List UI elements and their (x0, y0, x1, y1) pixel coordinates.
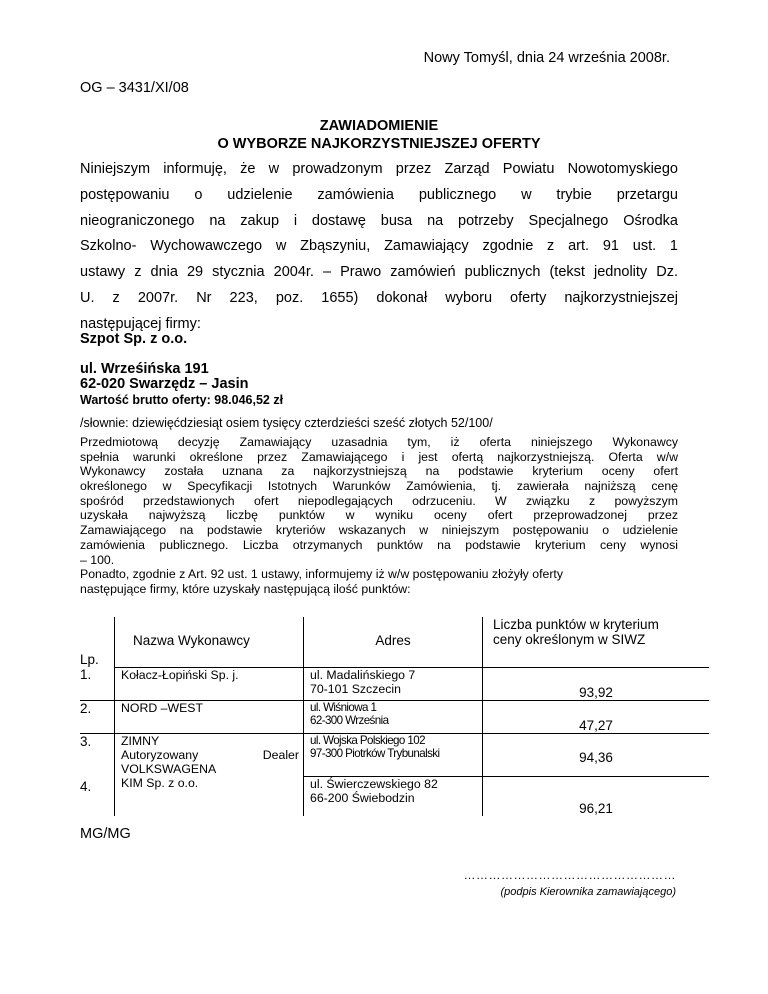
row-points: 47,27 (483, 700, 710, 733)
row-name-line: NORD –WEST (121, 700, 203, 715)
intro-line: Szkolno- Wychowawczego w Zbąszyniu, Zamawiający zgodnie z art. 91 ust. 1 (80, 238, 678, 255)
header-address: Adres (304, 617, 483, 667)
signature-line: …………………………………………… (463, 868, 676, 882)
reference-number: OG – 3431/XI/08 (80, 80, 189, 96)
row-lp: 4. (80, 779, 92, 794)
header-points-line2: ceny określonym w SIWZ (493, 632, 646, 647)
body-line: uzyskała najwyższą liczbę punktów w wyniku oceny ofert przeprowadzonej przez (80, 508, 678, 523)
row-address-line: 62-300 Września (310, 713, 389, 727)
place-date: Nowy Tomyśl, dnia 24 września 2008r. (423, 50, 670, 66)
row-name-word: Autoryzowany (121, 747, 199, 762)
row-address (304, 700, 483, 733)
header-points-line1: Liczba punktów w kryterium (493, 617, 659, 632)
intro-line: nieograniczonego na zakup i dostawę busa na potrzeby Specjalnego Ośrodka (80, 212, 678, 229)
row-lp: 1. (80, 667, 92, 682)
row-address-line: 70-101 Szczecin (310, 681, 401, 696)
body-line: spełnia warunki określone przez Zamawiającego i jest ofertą najkorzystniejszą. Oferta w/w (80, 449, 678, 464)
body-line: Wykonawcy została uznana za najkorzystniejszą na podstawie kryterium oceny ofert (80, 464, 678, 479)
row-address (304, 733, 483, 776)
row-address-line: ul. Wojska Polskiego 102 (310, 733, 425, 747)
justification-paragraph (80, 435, 678, 597)
header-lp: Lp. (80, 652, 99, 667)
row-name (115, 700, 304, 733)
intro-paragraph (80, 157, 678, 338)
body-line: Przedmiotową decyzję Zamawiający uzasadnia tym, iż oferta niniejszego Wykonawcy (80, 435, 678, 449)
row-name (115, 776, 304, 816)
header-name: Nazwa Wykonawcy (115, 617, 304, 667)
winner-value-in-words: /słownie: dziewięćdziesiąt osiem tysięcy czterdzieści sześć złotych 52/100/ (80, 416, 493, 430)
body-line: – 100. (80, 552, 115, 567)
row-lp: 2. (80, 700, 115, 733)
body-line: następujące firmy, które uzyskały następującą ilość punktów: (80, 581, 411, 596)
winner-name: Szpot Sp. z o.o. (80, 331, 188, 347)
intro-line: ustawy z dnia 29 stycznia 2004r. – Prawo zamówień publicznych (tekst jednolity Dz. (80, 264, 678, 281)
row-address-line: 66-200 Świebodzin (310, 790, 415, 805)
intro-line: Niniejszym informuję, że w prowadzonym przez Zarząd Powiatu Nowotomyskiego (80, 161, 678, 177)
row-name-line: VOLKSWAGENA (121, 761, 217, 776)
row-name-line: ZIMNY (121, 733, 160, 748)
body-line: spośród przedstawionych ofert niepodlegających odrzuceniu. W związku z powyższym (80, 493, 678, 508)
row-name-line (121, 748, 303, 762)
row-points: 96,21 (483, 776, 710, 816)
table-row (80, 776, 709, 816)
row-name-word: Dealer (262, 747, 299, 762)
row-name-line: Kołacz-Łopiński Sp. j. (121, 667, 239, 682)
row-address (304, 667, 483, 700)
row-name-line: KIM Sp. z o.o. (121, 776, 199, 790)
row-name (115, 733, 304, 776)
signature-caption: (podpis Kierownika zamawiającego) (500, 886, 676, 898)
winner-city: 62-020 Swarzędz – Jasin (80, 376, 249, 392)
row-address (304, 776, 483, 816)
document-subtitle: O WYBORZE NAJKORZYSTNIEJSZEJ OFERTY (217, 136, 541, 152)
table-row (80, 667, 709, 700)
document-title: ZAWIADOMIENIE (319, 118, 439, 134)
row-points: 94,36 (483, 733, 710, 776)
row-name (115, 667, 304, 700)
intro-line: postępowaniu o udzielenie zamówienia publicznego w trybie przetargu (80, 186, 678, 203)
body-line: określonego w Specyfikacji Istotnych Warunków Zamówienia, tj. zawierała najniższą cenę (80, 479, 678, 494)
author-initials: MG/MG (80, 826, 131, 842)
body-line: zamówienia publicznego. Liczba otrzymanych punktów na podstawie kryterium ceny wynosi (80, 537, 678, 552)
row-address-line: ul. Świerczewskiego 82 (310, 776, 438, 791)
winner-street: ul. Wrześińska 191 (80, 361, 209, 377)
row-lp: 3. (80, 733, 115, 776)
intro-line: następującej firmy: (80, 315, 201, 332)
header-points (483, 617, 710, 667)
winner-offer-value: Wartość brutto oferty: 98.046,52 zł (80, 393, 284, 407)
row-address-line: 97-300 Piotrków Trybunalski (310, 746, 440, 760)
table-row (80, 733, 709, 776)
row-address-line: ul. Wiśniowa 1 (310, 700, 377, 714)
table-row (80, 700, 709, 733)
body-line: Zamawiającego na podstawie kryteriów wskazanych w niniejszym postępowaniu o udzielenie (80, 523, 678, 538)
row-address-line: ul. Madalińskiego 7 (310, 667, 416, 682)
table-header-row (80, 617, 709, 667)
intro-line: U. z 2007r. Nr 223, poz. 1655) dokonał wyboru oferty najkorzystniejszej (80, 289, 678, 306)
offers-table (80, 617, 709, 816)
body-line: Ponadto, zgodnie z Art. 92 ust. 1 ustawy, informujemy iż w/w postępowaniu złożyły oferty (80, 567, 563, 582)
row-points: 93,92 (483, 667, 710, 700)
